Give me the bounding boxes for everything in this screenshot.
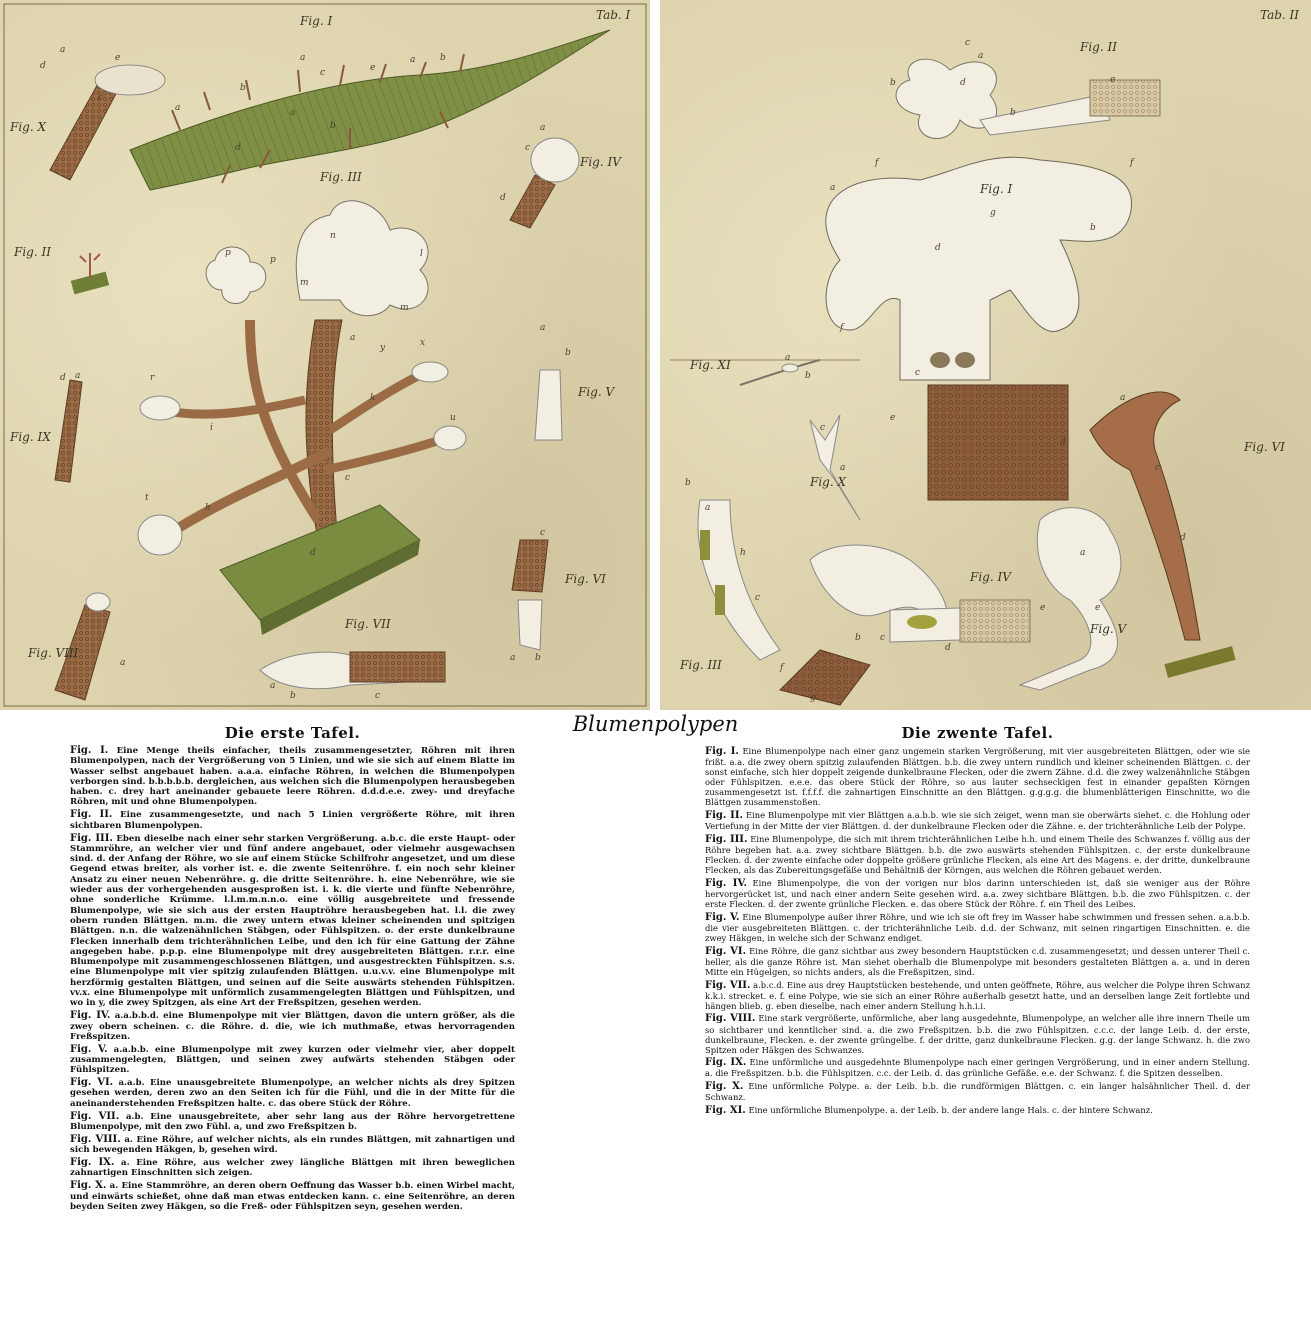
plate-two-drawing [660, 0, 1311, 710]
svg-text:g: g [990, 208, 996, 218]
legend-fig-text: Eine Blumenpolype außer ihrer Röhre, und wie ich sie oft frey im Wasser habe schwimmen und fressen sehen. a.a.b.b. die vier ausgebreiteten Blättgen. c. der trichterähnliche Leib. d.d. der Schwanz, mit seinen ringartigen Einschnitten. e. die zwey Häkgen, in welche sich der Schwanz endiget. [705, 911, 1250, 943]
legend-plate-one [70, 724, 515, 1215]
svg-text:m: m [300, 278, 309, 288]
fig-label: Fig. III [680, 658, 722, 672]
legend-heading: Die zwente Tafel. [901, 724, 1054, 742]
svg-text:e: e [1110, 75, 1116, 85]
svg-text:e: e [1040, 603, 1046, 613]
legend-fig-number: Fig. IX. [70, 1157, 115, 1169]
legend-entries [70, 746, 515, 1212]
svg-text:a: a [840, 463, 846, 473]
legend-fig-text: Eben dieselbe nach einer sehr starken Vergrößerung. a.b.c. die erste Haupt- oder Stammröhre, an welcher vier und fünf andere angebauet, oder vielmehr ausgewachsen sind. d. der Anfang der Röhre, wo sie auf einem Stücke Schilfrohr angesetzet, und um diese Gegend etwas breiter, als vorher ist. e. die zwente Seitenröhre. f. ein noch sehr kleiner Ansatz zu einer neuen Nebenröhre. g. die dritte Seitenröhre. h. eine Nebenröhre, wie sie wieder aus der vorhergehenden ausgesproßen ist. i. k. die vierte und fünfte Nebenröhre, ohne sonderliche Krümme. l.l.m.m.n.n.o. eine völlig ausgebreitete und fressende Blumenpolype, wie sie sich aus der ersten Hauptröhre herausbegeben hat. l.l. die zwey obern runden Blättgen. m.m. die zwey untern etwas kleiner scheinenden und spitzigen Blättgen. n.n. die walzenähnlichen Stäbgen, oder Fühlspitzen. o. der erste dunkelbraune Flecken innerhalb dem trichterähnlichen Leibe, und den ich für eine Gattung der Zähne angegeben habe. p.p.p. eine Blumenpolype mit drey ausgebreiteten Blättgen. r.r.r. eine Blumenpolype mit zusammengeschlossenen Blättgen, und ausgestreckten Fühlspitzen. s.s. eine Blumenpolype mit vier spitzig zulaufenden Blättgen. u.u.v.v. eine Blumenpolype mit herzförmig gestalten Blättgen, und seinen auf die Seite auswärts stehenden Fühlspitzen. vv.x. eine Blumenpolype mit unförmlich zusammengelegten Blättgen und Fühlspitzen, und wo in y, die zwey Spitzgen, als eine Art der Freßspitzen, gesehen werden. [70, 833, 515, 1009]
plate-two-illustration [660, 0, 1311, 710]
svg-text:a: a [120, 658, 126, 668]
fig-label: Fig. IV [970, 570, 1011, 584]
svg-text:a: a [540, 323, 546, 333]
svg-text:a: a [290, 108, 296, 118]
legend-entry [70, 1112, 515, 1133]
legend-fig-number: Fig. VI. [705, 945, 747, 957]
svg-text:a: a [540, 123, 546, 133]
legend-fig-number: Fig. I. [70, 745, 109, 756]
legend-fig-number: Fig. XI. [705, 1104, 746, 1116]
svg-text:a: a [785, 353, 791, 363]
svg-text:b: b [565, 348, 571, 358]
legend-entry [70, 1158, 515, 1179]
fig-label: Fig. III [320, 170, 362, 184]
legend-fig-number: Fig. VI. [70, 1077, 114, 1089]
svg-text:c: c [320, 68, 326, 78]
legend-fig-text: Eine unförmliche und ausgedehnte Blumenpolype nach einer geringen Vergrößerung, und in einer andern Stellung. a. die Freßspitzen. b.b. die Fühlspitzen. c.c. der Leib. d. das grünliche Gefäße. e.e. der Schwanz. f. die Spitzen desselben. [705, 1057, 1250, 1079]
legend-entry [70, 1045, 515, 1076]
svg-text:f: f [840, 323, 844, 333]
svg-text:e: e [115, 53, 121, 63]
fig-label: Fig. I [980, 182, 1013, 196]
fig-label: Fig. IX [10, 430, 51, 444]
fig-label: Fig. VI [565, 572, 606, 586]
svg-text:a: a [510, 653, 516, 663]
svg-text:c: c [525, 143, 531, 153]
legend-fig-number: Fig. X. [705, 1081, 744, 1093]
legend-fig-text: a.b.c.d. Eine aus drey Hauptstücken bestehende, und unten geöffnete, Röhre, aus welcher die Polype ihren Schwanz k.k.i. strecket. e. f. eine Polype, wie sie sich an einer Röhre außerhalb gesetzt hatte, und an derselben lange Zeit fortlebte und hängen blieb. g. eben dieselbe, nach einer andern Stellung h.h.i.i. [705, 979, 1250, 1011]
svg-text:d: d [960, 78, 966, 88]
legend-fig-text: Eine unförmliche Polype. a. der Leib. b.b. die rundförmigen Blättgen. c. ein langer halsähnlicher Theil. d. der Schwanz. [705, 1081, 1251, 1103]
svg-text:a: a [350, 333, 356, 343]
svg-text:d: d [60, 373, 66, 383]
svg-text:k: k [370, 393, 376, 403]
legend-fig-number: Fig. VIII. [705, 1013, 756, 1025]
svg-text:d: d [1060, 438, 1066, 448]
svg-text:a: a [75, 371, 81, 381]
caption-title: Blumenpolypen [572, 712, 739, 736]
svg-text:a: a [410, 55, 416, 65]
legend-entry [705, 810, 1250, 831]
svg-text:a: a [830, 183, 836, 193]
svg-text:c: c [965, 38, 971, 48]
svg-text:b: b [330, 121, 336, 131]
legend-fig-text: a.a.b.b.d. eine Blumenpolype mit vier Blättgen, davon die untern größer, als die zwey obern scheinen. c. die Röhre. d. die, wie ich muthmaße, etwas hervorragenden Freßspitzen. [70, 1011, 515, 1042]
svg-text:x: x [420, 338, 426, 348]
svg-text:h: h [205, 503, 211, 513]
svg-text:y: y [380, 343, 386, 353]
svg-text:f: f [780, 663, 784, 673]
legend-plate-two [705, 724, 1250, 1119]
fig-label: Fig. II [1080, 40, 1117, 54]
svg-text:c: c [345, 473, 351, 483]
svg-text:h: h [740, 548, 746, 558]
legend-entry [705, 946, 1250, 977]
fig-label: Fig. IV [580, 155, 621, 169]
svg-text:a: a [705, 503, 711, 513]
svg-text:b: b [805, 371, 811, 381]
svg-text:d: d [1180, 533, 1186, 543]
legend-fig-number: Fig. VIII. [70, 1133, 121, 1145]
svg-text:b: b [535, 653, 541, 663]
svg-text:m: m [400, 303, 409, 313]
svg-text:c: c [1155, 463, 1161, 473]
legend-entry [705, 980, 1250, 1011]
tube-fig-one [928, 385, 1068, 500]
legend-entry [705, 834, 1250, 875]
svg-text:d: d [500, 193, 506, 203]
legend-entry [70, 1011, 515, 1042]
legend-fig-number: Fig. VII. [70, 1110, 120, 1122]
legend-fig-text: a. Eine Röhre, auf welcher nichts, als ein rundes Blättgen, mit zahnartigen und sich bewegenden Häkgen, b, gesehen wird. [70, 1134, 515, 1156]
legend-fig-number: Fig. III. [70, 832, 113, 844]
svg-text:b: b [855, 633, 861, 643]
fig-label: Fig. II [14, 245, 51, 259]
svg-text:f: f [875, 158, 879, 168]
svg-text:c: c [98, 93, 104, 103]
svg-text:p: p [225, 248, 231, 258]
svg-text:l: l [420, 249, 423, 259]
svg-text:d: d [235, 143, 241, 153]
legend-fig-number: Fig. V. [70, 1043, 108, 1055]
svg-text:a: a [270, 681, 276, 691]
legend-fig-text: Eine Blumenpolype nach einer ganz ungemein starken Vergrößerung, mit vier ausgebreiteten Blättgen, oder wie sie frißt. a.a. die zwey obern spitzig zulaufenden Blättgen. b.b. die zwey untern rundlich und kleiner scheinenden Blättgen. c. der sonst einfache, sich hier doppelt zeigende dunkelbraune Flecken, oder die zwern Zähne. d.d. die zwey walzenähnliche Stäbgen oder Fühlspitzen. e.e.e. das obere Stück der Röhre, so aus lauter sechseckigen fest in einander gepaßten Körngen zusammengesetzt ist. f.f.f.f. die zahnartigen Einschnitte an den Blättgen. g.g.g.g. die blumenblätterigen Einschnitte, wo die Blättgen zusammenstoßen. [705, 746, 1250, 808]
fig-label: Fig. VI [1244, 440, 1285, 454]
legend-fig-number: Fig. X. [70, 1180, 107, 1192]
legend-entry [70, 810, 515, 831]
svg-text:t: t [145, 493, 149, 503]
svg-text:c: c [880, 633, 886, 643]
legend-fig-number: Fig. IV. [705, 877, 747, 889]
legend-entry [70, 1135, 515, 1156]
svg-text:a: a [60, 45, 66, 55]
fig-label: Fig. I [300, 14, 333, 28]
legend-entry [705, 912, 1250, 943]
legend-fig-number: Fig. II. [705, 810, 743, 822]
fig-label: Fig. XI [690, 358, 731, 372]
plate-one-illustration [0, 0, 650, 710]
svg-text:a: a [978, 51, 984, 61]
legend-fig-number: Fig. III. [705, 833, 748, 845]
svg-text:e: e [1095, 603, 1101, 613]
svg-text:a: a [1120, 393, 1126, 403]
svg-text:r: r [150, 373, 155, 383]
legend-fig-number: Fig. VII. [705, 979, 751, 991]
svg-text:d: d [945, 643, 951, 653]
legend-fig-text: Eine Röhre, die ganz sichtbar aus zwey besondern Hauptstücken c.d. zusammengesetzt; und dessen unterer Theil c. heller, als die ganze Röhre ist. Man siehet oberhalb die Blumenpolype mit besonders gestalteten Blättgen a. a. und in deren Mitte ein Hügelgen, so nichts anders, als die Freßspitzen, sind. [705, 945, 1250, 977]
tube-fig-ten [50, 80, 118, 180]
legend-fig-number: Fig. IV. [70, 1010, 111, 1022]
svg-text:g: g [810, 693, 816, 703]
legend-entry [705, 1057, 1250, 1078]
svg-text:u: u [450, 413, 456, 423]
tab-one-label: Tab. I [596, 8, 631, 22]
plate-one-drawing [0, 0, 650, 710]
fig-label: Fig. V [1090, 622, 1127, 636]
legend-entry [70, 1078, 515, 1109]
legend-heading: Die erste Tafel. [224, 724, 361, 742]
fig-label: Fig. V [578, 385, 615, 399]
svg-text:b: b [290, 691, 296, 701]
legend-fig-text: Eine Menge theils einfacher, theils zusammengesetzter, Röhren mit ihren Blumenpolypen, nach der Vergrößerung von 5 Linien, und wie sie sich auf einem Blatte im Wasser selbst angebauet haben. a.a.a. einfache Röhren, in welchen die Blumenpolypen verborgen sind. b.b.b.b.b. dergleichen, aus welchen sich die Blumenpolypen herausbegeben haben. c. drey hart aneinander gebauete leere Röhren. d.d.d.e.e. zwey- und dreyfache Röhren, mit und ohne Blumenpolypen. [70, 746, 516, 808]
legend-fig-text: Eine Blumenpolype, die von der vorigen nur blos darinn unterschieden ist, daß sie weniger aus der Röhre hervorgerücket ist, und nach einer andern Seite gesehen wird. a.a. zwey sichtbare Blättgen. b.b. die zwo Fühlspitzen. c. der erste Flecken. d. der zwente grünliche Flecken. e. das obere Stück der Röhre. f. ein Theil des Leibes. [705, 877, 1250, 910]
tab-two-label: Tab. II [1260, 8, 1300, 22]
svg-text:b: b [890, 78, 896, 88]
legend-fig-text: Eine stark vergrößerte, unförmliche, aber lang ausgedehnte, Blumenpolype, an welcher alle ihre innern Theile um so sichtbarer und kenntlicher sind. a. die zwo Freßspitzen. b.b. die zwo Fühlspitzen. c.c.c. der lange Leib. d. der erste, dunkelbraune, Flecken. e. der zwente grüngelbe. f. der dritte, ganz dunkelbraune Flecken. g.g. der lange Schwanz. h. die zwo Spitzen oder Häkgen des Schwanzes. [705, 1013, 1250, 1055]
legend-entry [70, 834, 515, 1009]
legend-fig-text: Eine Blumenpolype mit vier Blättgen a.a.b.b. wie sie sich zeiget, wenn man sie oberwärts siehet. c. die Hohlung oder Vertiefung in der Mitte der vier Blättgen. d. der dunkelbraune Flecken oder die Zähne. e. der trichterähnliche Leib der Polype. [705, 810, 1250, 832]
legend-entry [70, 746, 515, 808]
legend-fig-text: a.b. Eine unausgebreitete, aber sehr lang aus der Röhre hervorgetrettene Blumenpolype, mit den zwo Fühl. a, und zwo Freßspitzen b. [70, 1111, 515, 1132]
legend-fig-text: Eine unförmliche Blumenpolype. a. der Leib. b. der andere lange Hals. c. der hintere Schwanz. [748, 1104, 1153, 1115]
polyp-fig-one-large [826, 157, 1132, 380]
legend-fig-number: Fig. V. [705, 911, 740, 923]
legend-entries [705, 746, 1250, 1116]
legend-fig-text: a.a.b. Eine unausgebreitete Blumenpolype, an welcher nichts als drey Spitzen gesehen werden, deren zwo an den Seiten ich für die Fühl, und die in der Mitte für die aneinanderstehenden Freßspitzen halte. c. das obere Stück der Röhre. [70, 1078, 515, 1109]
legend-fig-number: Fig. IX. [705, 1057, 747, 1069]
legend-entry [70, 1181, 515, 1212]
svg-text:p: p [270, 255, 276, 265]
fig-label: Fig. X [10, 120, 47, 134]
svg-text:b: b [240, 83, 246, 93]
svg-text:c: c [540, 528, 546, 538]
svg-text:c: c [820, 423, 826, 433]
legend-fig-text: a. Eine Stammröhre, an deren obern Oeffnung das Wasser b.b. einen Wirbel macht, und einwärts schießet, ohne daß man etwas entdecken kann. c. eine Seitenröhre, an deren beyden Seiten zwey Häkgen, so die Freß- oder Fühlspitzen seyn, gesehen werden. [70, 1181, 516, 1212]
legend-entry [705, 1105, 1250, 1116]
svg-text:n: n [330, 231, 336, 241]
fig-label: Fig. VII [345, 617, 391, 631]
svg-text:b: b [1010, 108, 1016, 118]
legend-fig-number: Fig. I. [705, 746, 739, 757]
svg-text:c: c [375, 691, 381, 701]
polyp-fig-three [296, 201, 428, 316]
svg-text:e: e [370, 63, 376, 73]
svg-text:d: d [935, 243, 941, 253]
svg-text:e: e [890, 413, 896, 423]
legend-entry [705, 746, 1250, 808]
legend-fig-text: a. Eine Röhre, aus welcher zwey längliche Blättgen mit ihren beweglichen zahnartigen Einschnitten sich zeigen. [70, 1158, 515, 1179]
legend-fig-text: Eine zusammengesetzte, und nach 5 Linien vergrößerte Röhre, mit ihren sichtbaren Blumenpolypen. [70, 810, 515, 831]
svg-text:c: c [915, 368, 921, 378]
legend-fig-text: Eine Blumenpolype, die sich mit ihrem trichterähnlichen Leibe h.h. und einem Theile des Schwanzes f. völlig aus der Röhre begeben hat. a.a. zwey sichtbare Blättgen. b.b. die zwo auswärts stehenden Fühlspitzen. c. der erste dunkelbraune Flecken. d. der zwente einfache oder doppelte größere grünliche Flecken, als eine Art des Magens. e. der dritte, dunkelbraune Flecken, als das Zubereitungsgefäße und Behältniß der Körngen, aus welchen die Röhren gebauet werden. [705, 833, 1250, 876]
svg-text:b: b [440, 53, 446, 63]
svg-text:a: a [175, 103, 181, 113]
svg-text:f: f [1130, 158, 1134, 168]
legend-entry [705, 1013, 1250, 1054]
svg-text:d: d [310, 548, 316, 558]
legend-fig-text: a.a.b.b. eine Blumenpolype mit zwey kurzen oder vielmehr vier, aber doppelt zusammengelegten, Blättgen, und seinen zwey aufwärts stehenden Stäbgen oder Fühlspitzen. [70, 1044, 515, 1076]
legend-entry [705, 878, 1250, 909]
legend-fig-number: Fig. II. [70, 809, 113, 821]
svg-text:a: a [300, 53, 306, 63]
fig-label: Fig. X [810, 475, 847, 489]
svg-text:b: b [685, 478, 691, 488]
svg-text:a: a [1080, 548, 1086, 558]
svg-text:i: i [210, 423, 213, 433]
svg-text:d: d [40, 61, 46, 71]
legend-entry [705, 1081, 1250, 1102]
svg-text:b: b [1090, 223, 1096, 233]
fig-label: Fig. VIII [28, 646, 79, 660]
svg-text:c: c [755, 593, 761, 603]
